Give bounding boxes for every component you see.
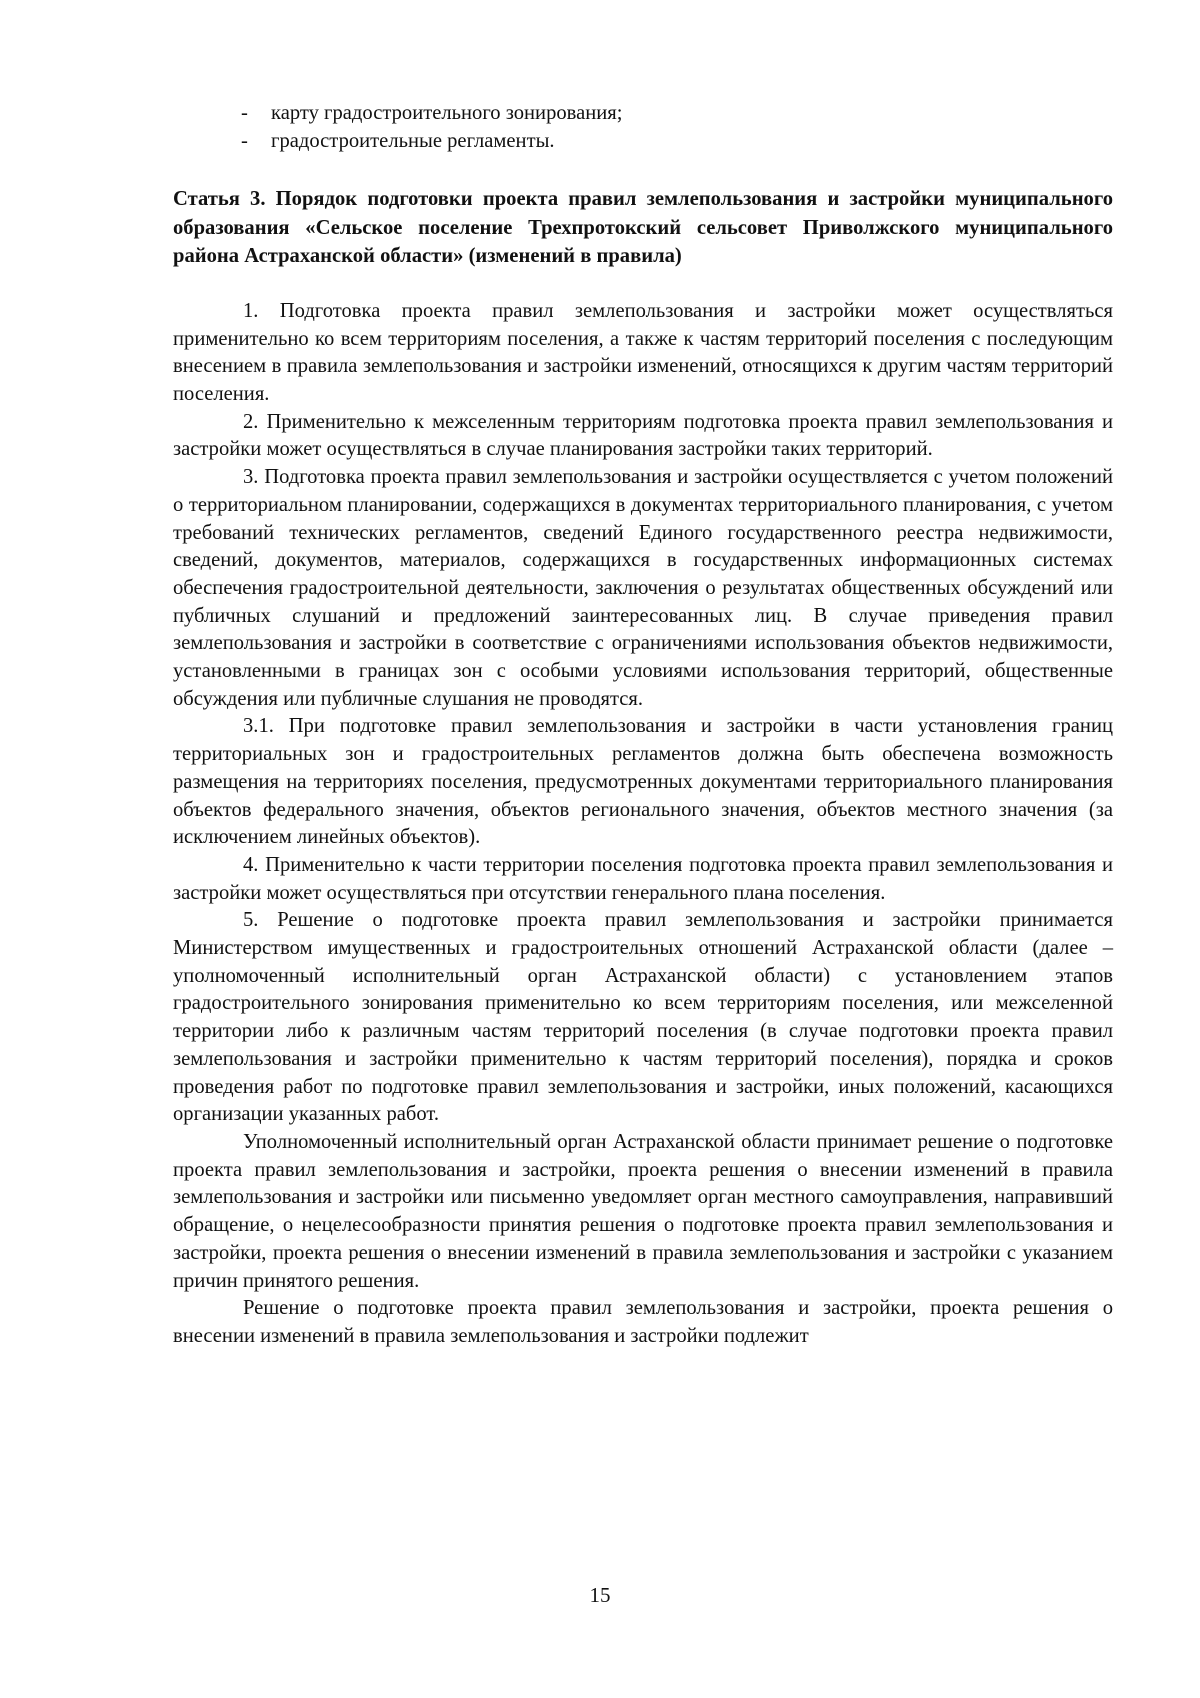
bullet-dash: - [241,129,248,152]
bullet-dash: - [241,102,248,124]
paragraph: Решение о подготовке проекта правил землепользования и застройки, проекта решения о внесении изменений в правила землепользования и застройки подлежит [173,1297,1113,1347]
article-heading: Статья 3. Порядок подготовки проекта правил землепользования и застройки муниципального образования «Сельское поселение Трехпротокский сельсовет Приволжского муниципального района Астраханской области» (изменений в правила) [173,188,1113,268]
list-item-text: карту градостроительного зонирования; [271,102,623,124]
paragraph: Уполномоченный исполнительный орган Астраханской области принимает решение о подготовке проекта правил землепользования и застройки, проекта решения о внесении изменений в правила землепользования и застройки или письменно уведомляет орган местного самоуправления, направивший обращение, о нецелесообразности принятия решения о подготовке проекта правил землепользования и застройки, проекта решения о внесении изменений в правила землепользования и застройки с указанием причин принятого решения. [173,1131,1113,1292]
paragraph: 1. Подготовка проекта правил землепользования и застройки может осуществляться применительно ко всем территориям поселения, а также к частям территорий поселения с последующим внесением в правила землепользования и застройки изменений, относящихся к другим частям территорий поселения. [173,299,1113,406]
paragraph: 5. Решение о подготовке проекта правил землепользования и застройки принимается Министерством имущественных и градостроительных отношений Астраханской области (далее – уполномоченный исполнительный орган Астраханской области) с установлением этапов градостроительного зонирования применительно ко всем территориям поселения, или межселенной территории либо к различным частям территорий поселения (в случае подготовки проекта правил землепользования и застройки применительно к частям территорий поселения), порядка и сроков проведения работ по подготовке правил землепользования и застройки, иных положений, касающихся организации указанных работ. [173,909,1113,1126]
article-body [173,298,1113,1351]
document-page [173,100,1113,1351]
paragraph: 3. Подготовка проекта правил землепользования и застройки осуществляется с учетом положений о территориальном планировании, содержащихся в документах территориального планирования, с учетом требований технических регламентов, сведений Единого государственного реестра недвижимости, сведений, документов, материалов, содержащихся в государственных информационных системах обеспечения градостроительной деятельности, заключения о результатах общественных обсуждений или публичных слушаний и предложений заинтересованных лиц. В случае приведения правил землепользования и застройки в соответствие с ограничениями использования объектов недвижимости, установленными в границах зон с особыми условиями использования территорий, общественные обсуждения или публичные слушания не проводятся. [173,466,1113,710]
paragraph: 4. Применительно к части территории поселения подготовка проекта правил землепользования и застройки может осуществляться при отсутствии генерального плана поселения. [173,853,1113,904]
page-number: 15 [589,1583,611,1607]
list-item [173,100,1113,128]
paragraph: 2. Применительно к межселенным территориям подготовка проекта правил землепользования и застройки может осуществляться в случае планирования застройки таких территорий. [173,410,1113,461]
bullet-list [173,100,1113,155]
paragraph: 3.1. При подготовке правил землепользования и застройки в части установления границ территориальных зон и градостроительных регламентов должна быть обеспечена возможность размещения на территориях поселения, предусмотренных документами территориального планирования объектов федерального значения, объектов регионального значения, объектов местного значения (за исключением линейных объектов). [173,715,1113,849]
list-item-text: градостроительные регламенты. [271,129,555,152]
list-item [173,128,1113,156]
